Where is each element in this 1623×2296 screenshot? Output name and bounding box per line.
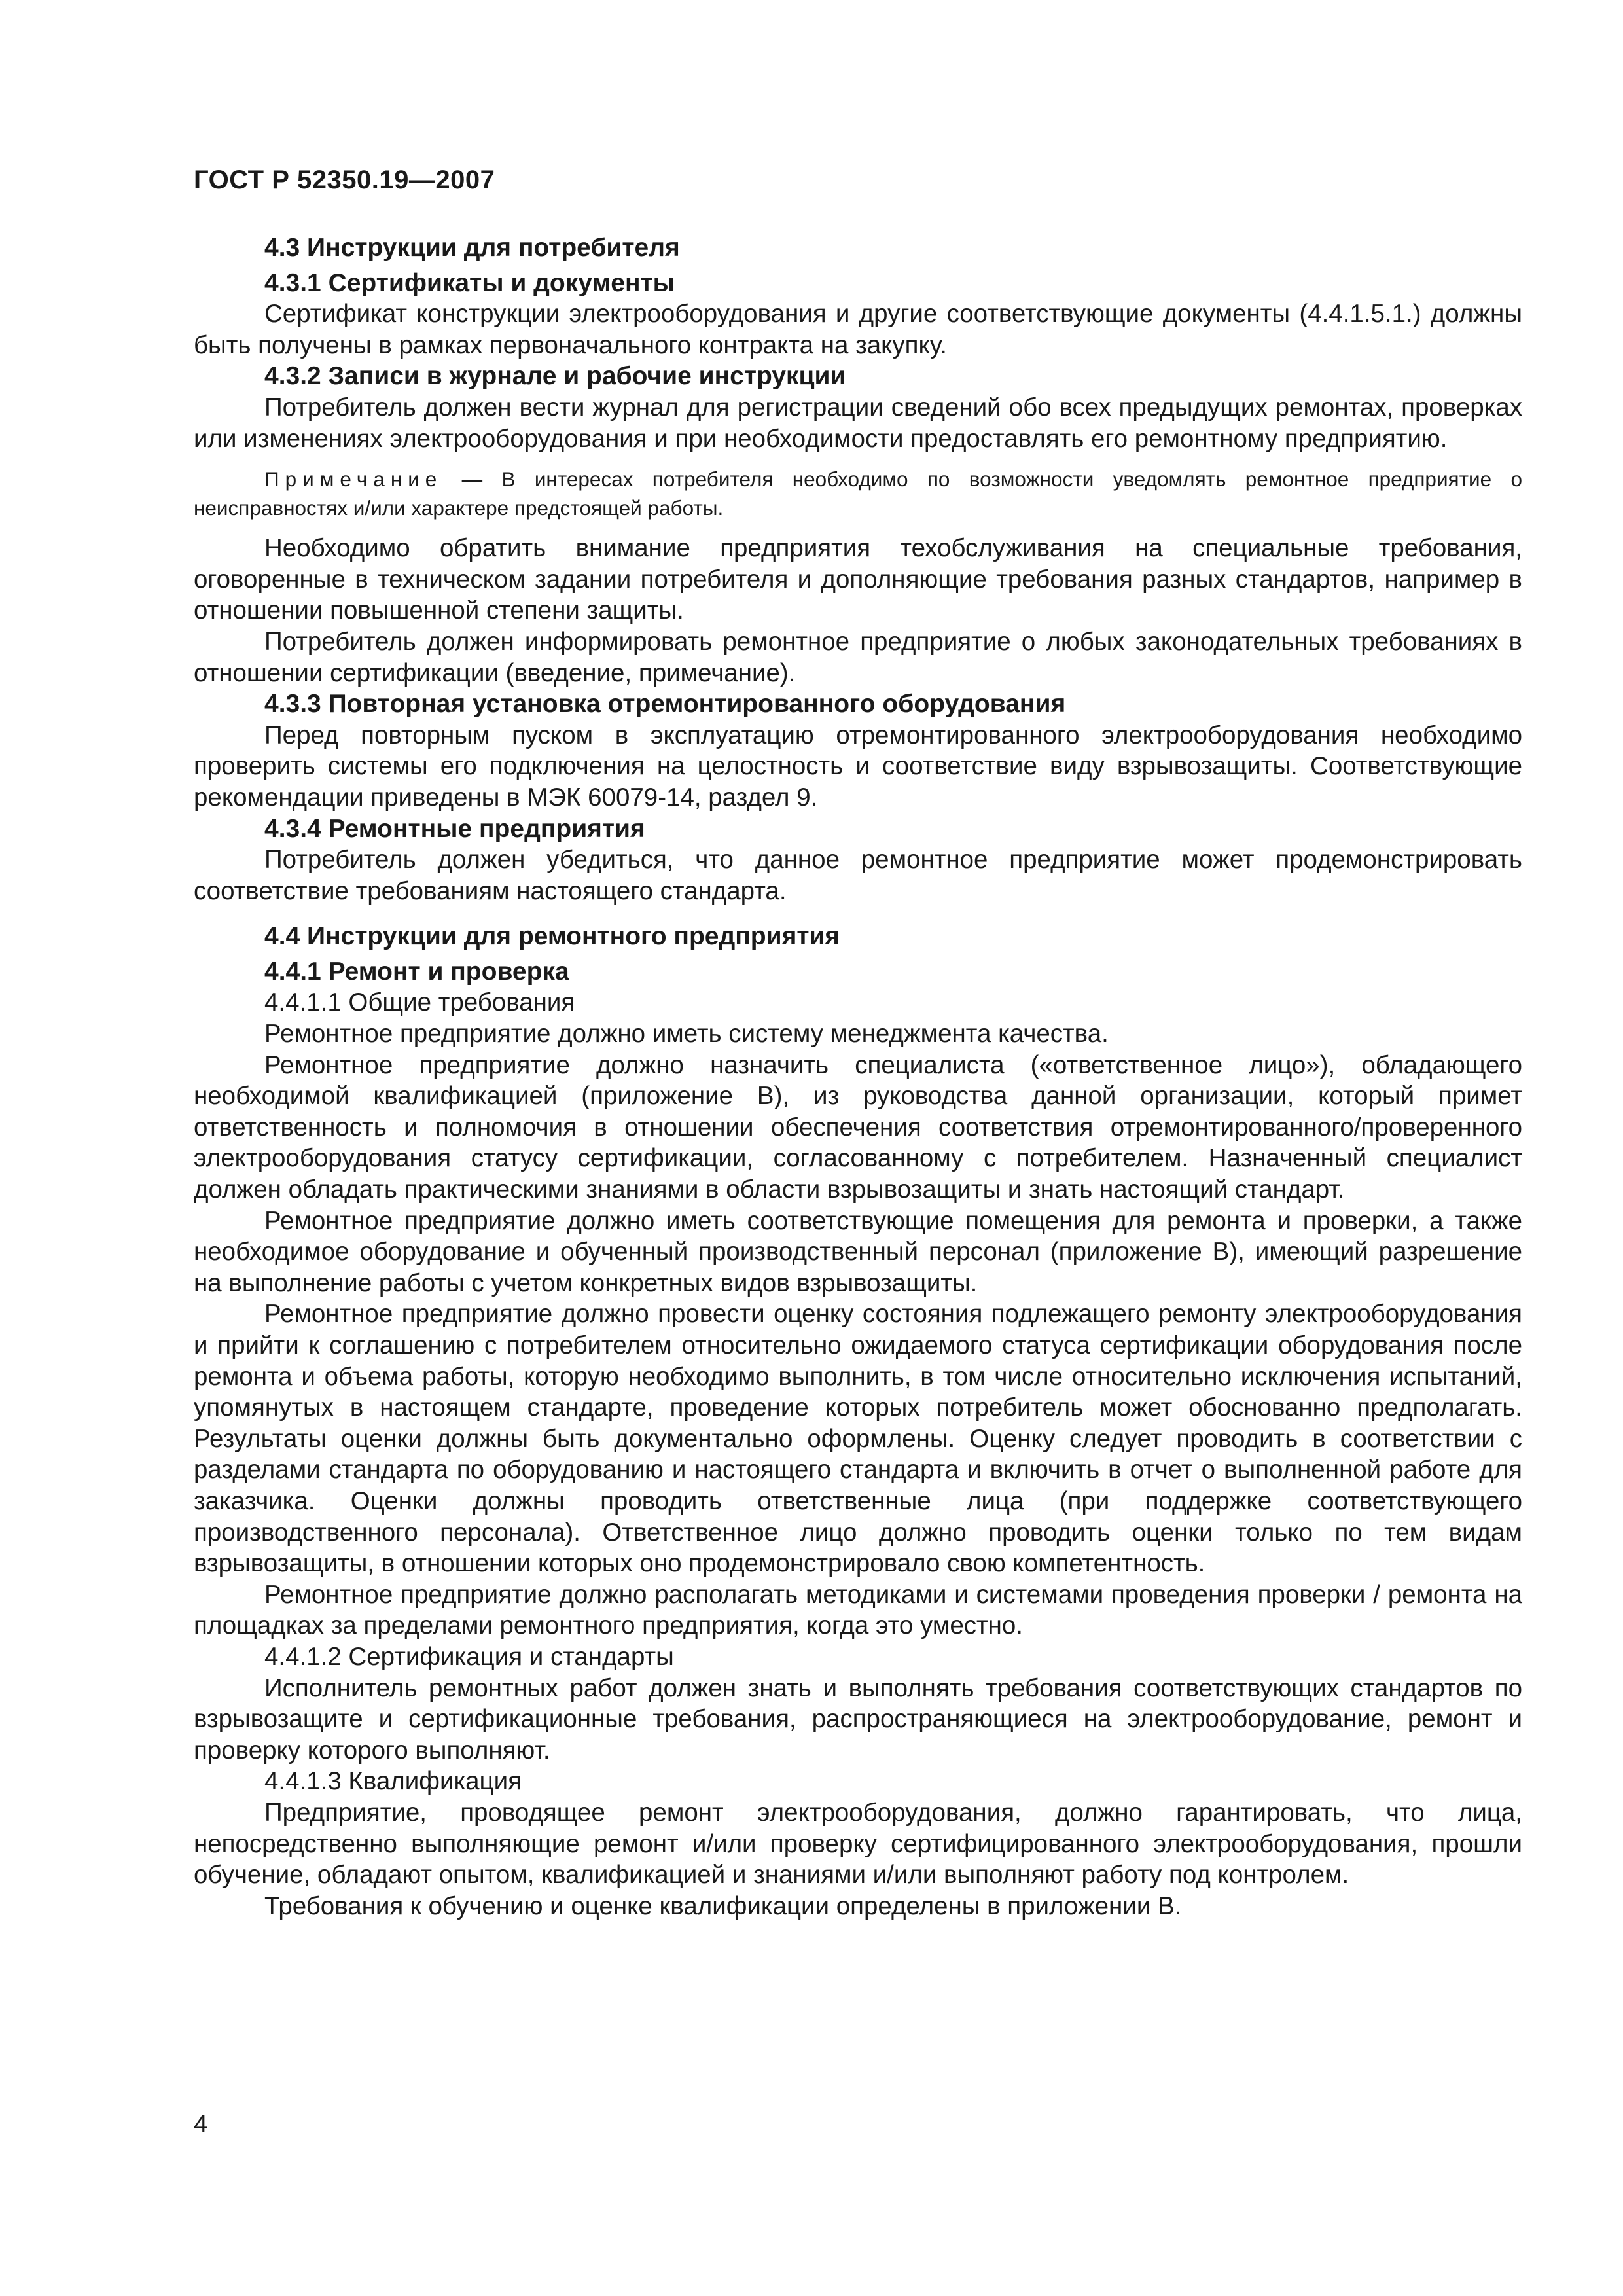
paragraph: Исполнитель ремонтных работ должен знать и выполнять требования соответствующих стандартов по взрывозащите и сертификационные требования, распространяющиеся на электрооборудование, ремонт и проверку которого выполняют. [194, 1674, 1522, 1765]
paragraph: Ремонтное предприятие должно иметь соответствующие помещения для ремонта и проверки, а также необходимое оборудование и обученный производственный персонал (приложение В), имеющий разрешение на выполнение работы с учетом конкретных видов взрывозащиты. [194, 1206, 1522, 1297]
paragraph: Ремонтное предприятие должно располагать методиками и системами проведения проверки / ремонта на площадках за пределами ремонтного предприятия, когда это уместно. [194, 1580, 1522, 1640]
section-4-3-4-title: 4.3.4 Ремонтные предприятия [264, 814, 645, 843]
paragraph: Потребитель должен вести журнал для регистрации сведений обо всех предыдущих ремонтах, проверках или изменениях электрооборудования и при необходимости предоставлять его ремонтному предприятию. [194, 393, 1522, 453]
paragraph: Сертификат конструкции электрооборудования и другие соответствующие документы (4.4.1.5.1.) должны быть получены в рамках первоначального контракта на закупку. [194, 300, 1522, 359]
section-4-3-2-title: 4.3.2 Записи в журнале и рабочие инструкции [264, 362, 846, 391]
section-4-4-1-2-title: 4.4.1.2 Сертификация и стандарты [264, 1642, 674, 1671]
section-4-4-1-1-title: 4.4.1.1 Общие требования [264, 988, 575, 1017]
paragraph: Ремонтное предприятие должно назначить специалиста («ответственное лицо»), обладающего необходимой квалификацией (приложение В), из руководства данной организации, который примет ответственность и полномочия в отношении обеспечения соответствия отремонтированного/проверенного электрооборудования статусу сертификации, согласованному с потребителем. Назначенный специалист должен обладать практическими знаниями в области взрывозащиты и знать настоящий стандарт. [194, 1050, 1522, 1204]
paragraph: Необходимо обратить внимание предприятия техобслуживания на специальные требования, оговоренные в техническом задании потребителя и дополняющие требования разных стандартов, например в отношении повышенной степени защиты. [194, 534, 1522, 625]
note [194, 465, 1522, 522]
document-page [194, 0, 1522, 2296]
paragraph: Потребитель должен информировать ремонтное предприятие о любых законодательных требованиях в отношении сертификации (введение, примечание). [194, 627, 1522, 687]
standard-designation: ГОСТ Р 52350.19—2007 [194, 166, 495, 194]
section-4-3-1-title: 4.3.1 Сертификаты и документы [264, 268, 675, 297]
section-4-3-3-title: 4.3.3 Повторная установка отремонтированного оборудования [264, 690, 1066, 719]
page-content [194, 232, 1522, 1922]
page-number: 4 [194, 2111, 208, 2138]
note-text: — В интересах потребителя необходимо по возможности уведомлять ремонтное предприятие о неисправностях и/или характере предстоящей работы. [194, 467, 1522, 520]
section-4-4-1-3-title: 4.4.1.3 Квалификация [264, 1767, 522, 1796]
paragraph: Перед повторным пуском в эксплуатацию отремонтированного электрооборудования необходимо проверить системы его подключения на целостность и соответствие виду взрывозащиты. Соответствующие рекомендации приведены в МЭК 60079-14, раздел 9. [194, 721, 1522, 812]
section-4-3-title: 4.3 Инструкции для потребителя [264, 234, 680, 262]
paragraph: Требования к обучению и оценке квалификации определены в приложении В. [264, 1892, 1182, 1920]
note-label: Примечание [264, 467, 443, 492]
paragraph: Ремонтное предприятие должно иметь систему менеджмента качества. [264, 1020, 1109, 1049]
section-4-4-title: 4.4 Инструкции для ремонтного предприятия [264, 922, 840, 951]
section-4-4-1-title: 4.4.1 Ремонт и проверка [264, 957, 569, 986]
paragraph: Ремонтное предприятие должно провести оценку состояния подлежащего ремонту электрооборудования и прийти к соглашению с потребителем относительно ожидаемого статуса сертификации оборудования после ремонта и объема работы, которую необходимо выполнить, в том числе относительно исключения испытаний, упомянутых в настоящем стандарте, проведение которых потребитель может обоснованно предполагать. Результаты оценки должны быть документально оформлены. Оценку следует проводить в соответствии с разделами стандарта по оборудованию и настоящего стандарта и включить в отчет о выполненной работе для заказчика. Оценки должны проводить ответственные лица (при поддержке соответствующего производственного персонала). Ответственное лицо должно проводить оценки только по тем видам взрывозащиты, в отношении которых оно продемонстрировало свою компетентность. [194, 1300, 1522, 1578]
paragraph: Потребитель должен убедиться, что данное ремонтное предприятие может продемонстрировать соответствие требованиям настоящего стандарта. [194, 846, 1522, 905]
paragraph: Предприятие, проводящее ремонт электрооборудования, должно гарантировать, что лица, непосредственно выполняющие ремонт и/или проверку сертифицированного электрооборудования, прошли обучение, обладают опытом, квалификацией и знаниями и/или выполняют работу под контролем. [194, 1798, 1522, 1890]
